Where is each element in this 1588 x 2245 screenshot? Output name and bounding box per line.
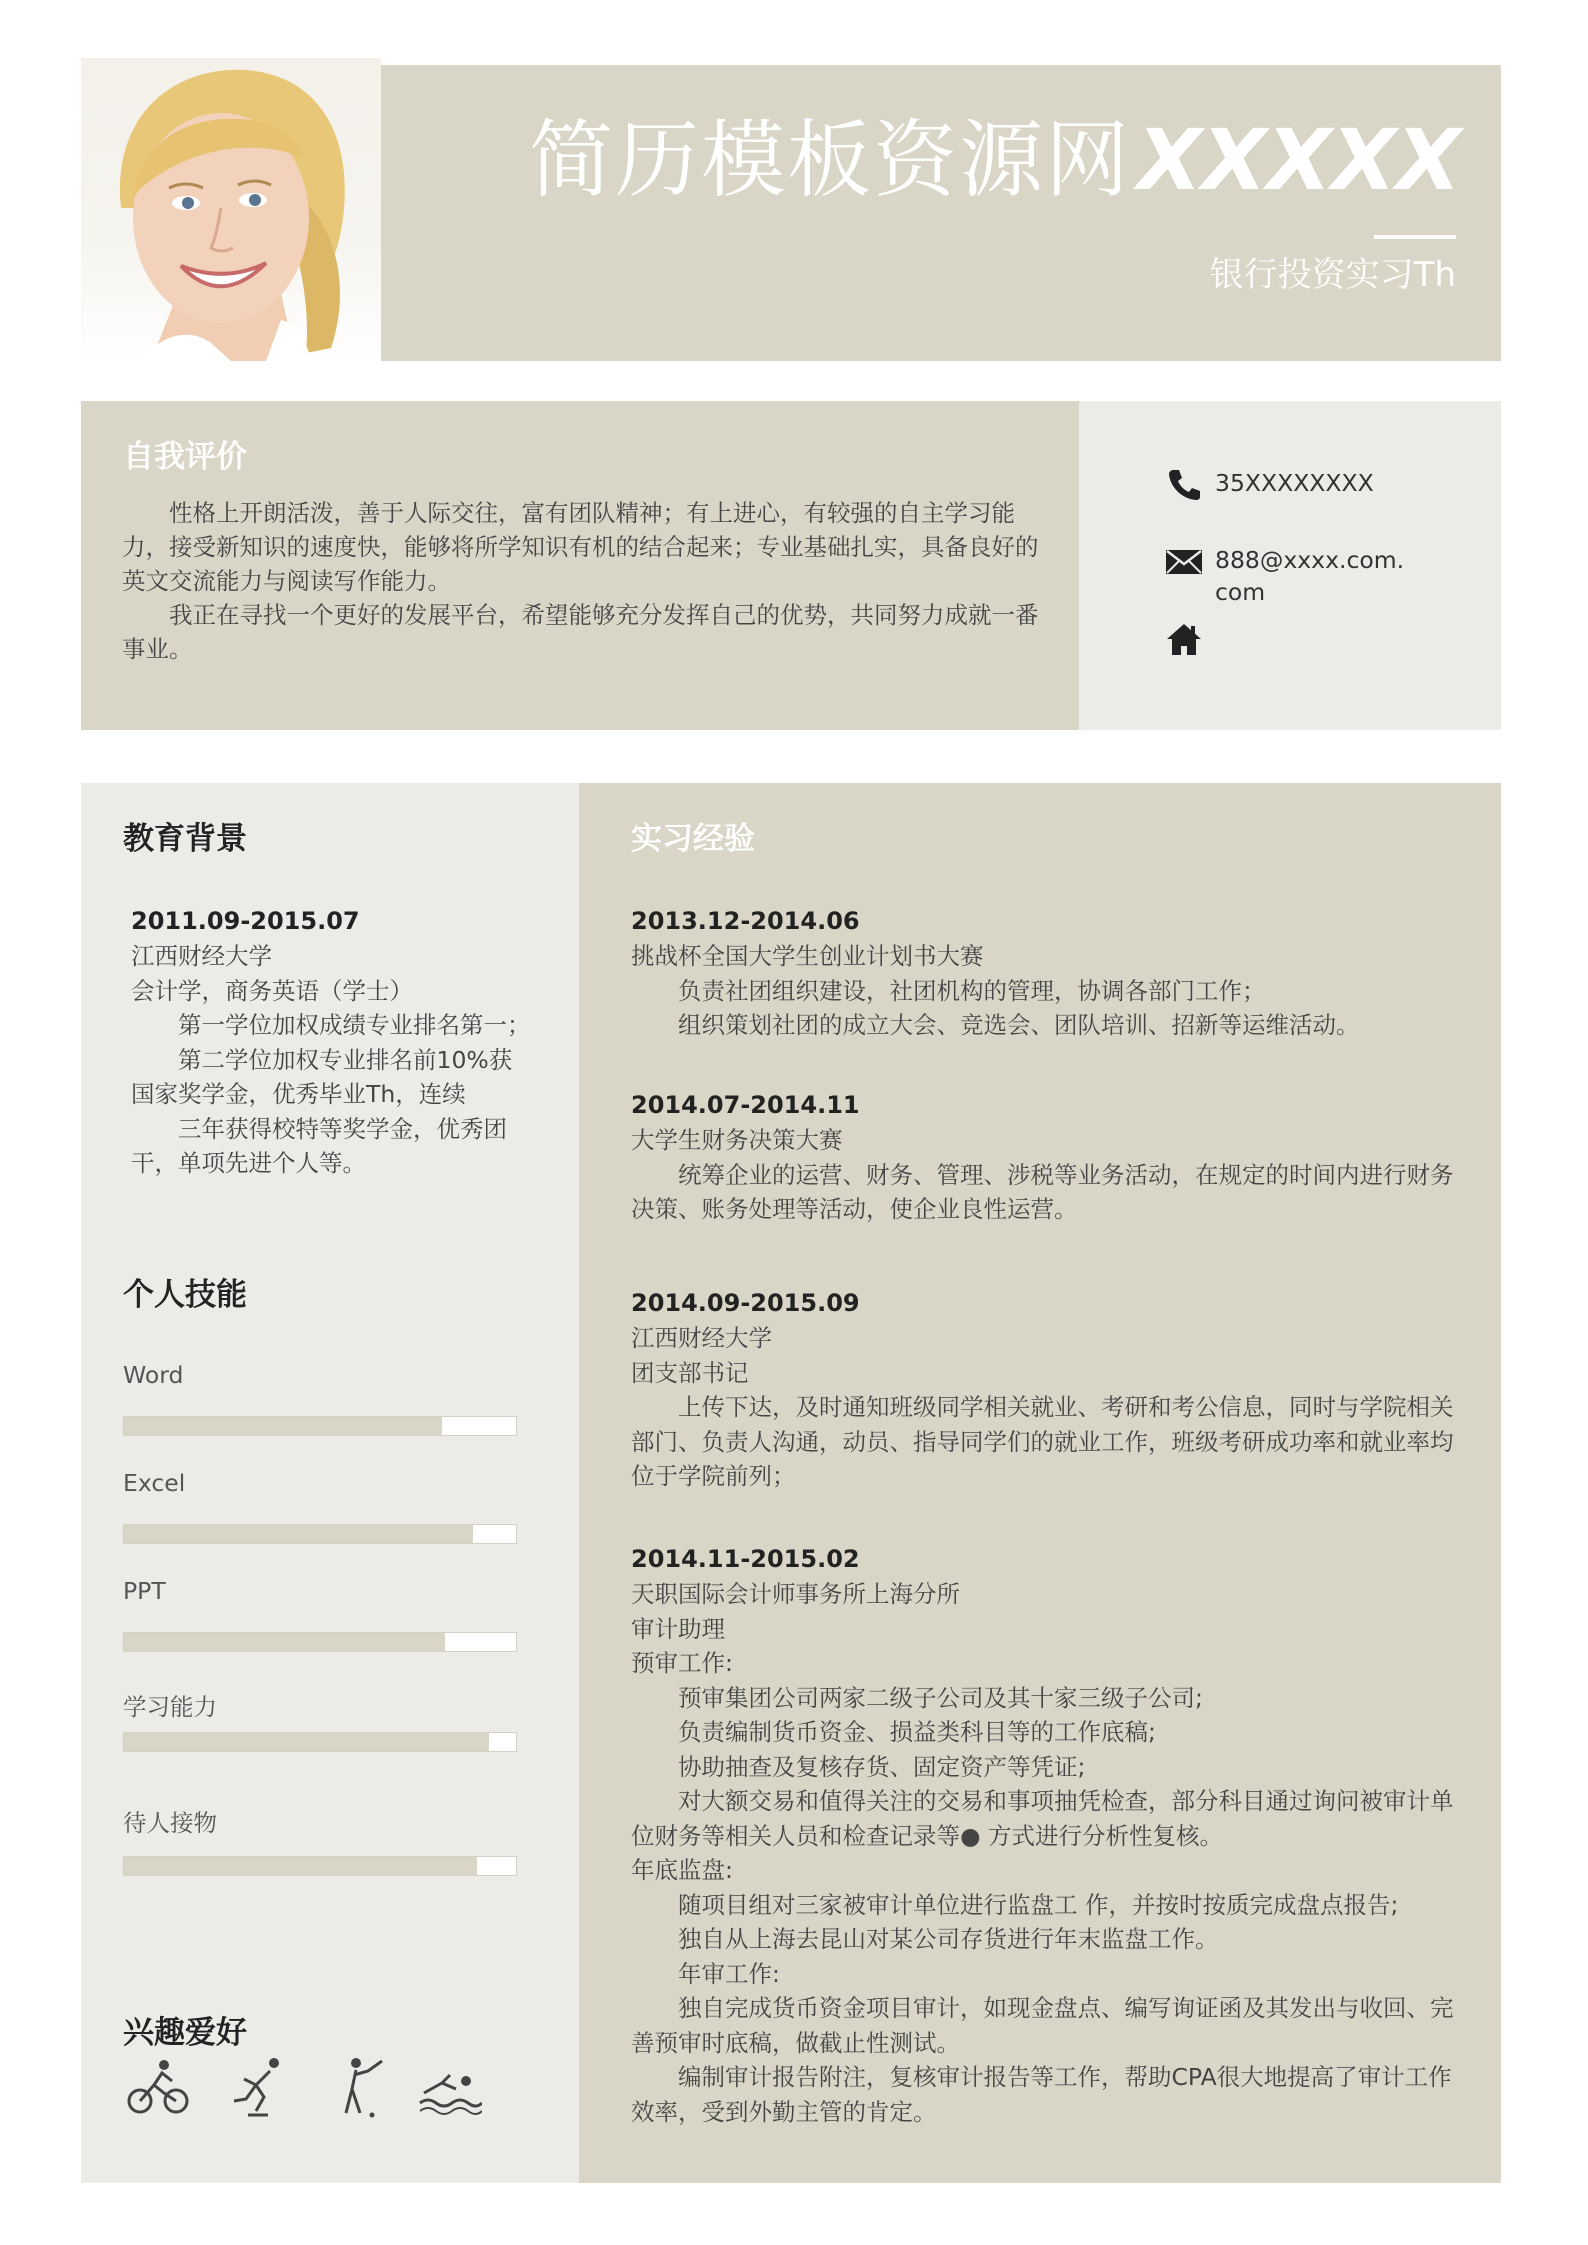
experience-detail: 预审集团公司两家二级子公司及其十家三级子公司; — [678, 1683, 1203, 1712]
skill-item — [123, 1806, 517, 1876]
contact-email — [1165, 544, 1405, 608]
contact-panel — [1079, 401, 1501, 730]
swimming-icon — [416, 2055, 482, 2121]
skill-item — [123, 1690, 517, 1752]
self-evaluation-heading: 自我评价 — [123, 439, 247, 475]
experience-line: 年底监盘: — [631, 1856, 733, 1884]
experience-date: 2014.11-2015.02 — [631, 1545, 860, 1573]
skill-bar-fill — [124, 1525, 473, 1543]
experience-detail: 协助抽查及复核存货、固定资产等凭证; — [678, 1752, 1086, 1781]
skill-bar — [123, 1732, 517, 1752]
experience-detail: 年审工作: — [678, 1959, 780, 1988]
experience-line: 挑战杯全国大学生创业计划书大赛 — [631, 942, 984, 970]
experience-date: 2013.12-2014.06 — [631, 907, 860, 935]
education-heading: 教育背景 — [123, 821, 247, 857]
self-evaluation-paragraph: 性格上开朗活泼，善于人际交往，富有团队精神；有上进心，有较强的自主学习能力，接受新知识的速度快，能够将所学知识有机的结合起来；专业基础扎实，具备良好的英文交流能力与阅读写作能力。 — [122, 499, 1039, 595]
education-detail: 第二学位加权专业排名前10%获国家奖学金，优秀毕业Th，连续 — [131, 1045, 513, 1108]
name-suffix: XXXXX — [1137, 111, 1461, 209]
skill-bar — [123, 1416, 517, 1436]
skill-bar-fill — [124, 1733, 489, 1751]
right-column — [579, 783, 1501, 2183]
experience-detail: 负责社团组织建设，社团机构的管理，协调各部门工作； — [678, 976, 1266, 1005]
experience-detail: 独自完成货币资金项目审计，如现金盘点、编写询证函及其发出与收回、完善预审时底稿，做截止性测试。 — [631, 1994, 1454, 2057]
profile-photo — [81, 58, 381, 361]
education-date: 2011.09-2015.07 — [131, 907, 360, 935]
experience-date: 2014.09-2015.09 — [631, 1289, 860, 1317]
education-detail: 第一学位加权成绩专业排名第一； — [178, 1011, 531, 1039]
hobbies-heading: 兴趣爱好 — [123, 2015, 247, 2051]
skill-label: 待人接物 — [123, 1809, 217, 1837]
experience-entry — [631, 1087, 1461, 1227]
experience-line: 审计助理 — [631, 1614, 725, 1643]
skill-label: Excel — [123, 1469, 186, 1497]
email-address: 888@xxxx.com.com — [1215, 546, 1405, 606]
experience-line: 大学生财务决策大赛 — [631, 1126, 843, 1154]
contact-phone — [1165, 467, 1405, 501]
phone-number: 35XXXXXXXX — [1215, 469, 1374, 497]
left-column — [81, 783, 579, 2183]
education-major: 会计学，商务英语（学士） — [131, 976, 413, 1005]
experience-detail: 随项目组对三家被审计单位进行监盘工 作，并按时按质完成盘点报告; — [678, 1890, 1399, 1919]
skills-heading: 个人技能 — [123, 1277, 247, 1313]
title-divider — [1374, 235, 1456, 239]
home-icon — [1165, 622, 1203, 656]
skill-bar — [123, 1524, 517, 1544]
experience-detail: 对大额交易和值得关注的交易和事项抽凭检查，部分科目通过询问被审计单位财务等相关人员和检查记录等● 方式进行分析性复核。 — [631, 1787, 1454, 1850]
experience-heading: 实习经验 — [631, 821, 755, 857]
experience-line: 天职国际会计师事务所上海分所 — [631, 1580, 960, 1608]
experience-detail: 上传下达，及时通知班级同学相关就业、考研和考公信息，同时与学院相关部门、负责人沟通，动员、指导同学们的就业工作，班级考研成功率和就业率均位于学院前列； — [631, 1393, 1454, 1490]
skill-bar — [123, 1632, 517, 1652]
skating-icon — [226, 2055, 292, 2121]
skill-bar — [123, 1856, 517, 1876]
skill-label: Word — [123, 1361, 184, 1389]
cycling-icon — [126, 2055, 192, 2121]
experience-detail: 统筹企业的运营、财务、管理、涉税等业务活动，在规定的时间内进行财务决策、账务处理等活动，使企业良性运营。 — [631, 1160, 1454, 1223]
education-school: 江西财经大学 — [131, 942, 272, 970]
job-title: 银行投资实习Th — [1209, 255, 1456, 295]
skill-label: 学习能力 — [123, 1693, 217, 1721]
self-evaluation-paragraph: 我正在寻找一个更好的发展平台，希望能够充分发挥自己的优势，共同努力成就一番事业。 — [122, 601, 1039, 663]
experience-line: 团支部书记 — [631, 1358, 749, 1387]
phone-icon — [1165, 467, 1203, 501]
experience-line: 预审工作: — [631, 1649, 733, 1677]
skill-item — [123, 1466, 517, 1544]
email-icon — [1165, 544, 1203, 578]
experience-detail: 编制审计报告附注，复核审计报告等工作，帮助CPA很大地提高了审计工作效率，受到外勤主管的肯定。 — [631, 2063, 1452, 2126]
candidate-name — [529, 105, 1461, 215]
experience-entry — [631, 1285, 1461, 1494]
header-band — [381, 65, 1501, 361]
education-entry — [131, 903, 531, 1181]
experience-detail: 独自从上海去昆山对某公司存货进行年末监盘工作。 — [678, 1925, 1219, 1953]
skill-item — [123, 1574, 517, 1652]
skill-label: PPT — [123, 1577, 166, 1605]
skill-bar-fill — [124, 1857, 477, 1875]
self-evaluation-panel — [81, 401, 1079, 730]
name-text: 简历模板资源网 — [529, 111, 1132, 209]
skill-item — [123, 1358, 517, 1436]
experience-line: 江西财经大学 — [631, 1324, 772, 1352]
self-evaluation-text — [122, 496, 1052, 666]
skill-bar-fill — [124, 1417, 442, 1435]
experience-detail: 组织策划社团的成立大会、竞选会、团队培训、招新等运维活动。 — [678, 1011, 1360, 1039]
education-detail: 三年获得校特等奖学金，优秀团干，单项先进个人等。 — [131, 1114, 507, 1177]
skill-bar-fill — [124, 1633, 445, 1651]
golf-icon — [326, 2055, 392, 2121]
experience-entry — [631, 903, 1461, 1043]
contact-address — [1165, 622, 1405, 656]
experience-entry — [631, 1541, 1461, 2129]
experience-detail: 负责编制货币资金、损益类科目等的工作底稿; — [678, 1718, 1156, 1746]
experience-date: 2014.07-2014.11 — [631, 1091, 860, 1119]
